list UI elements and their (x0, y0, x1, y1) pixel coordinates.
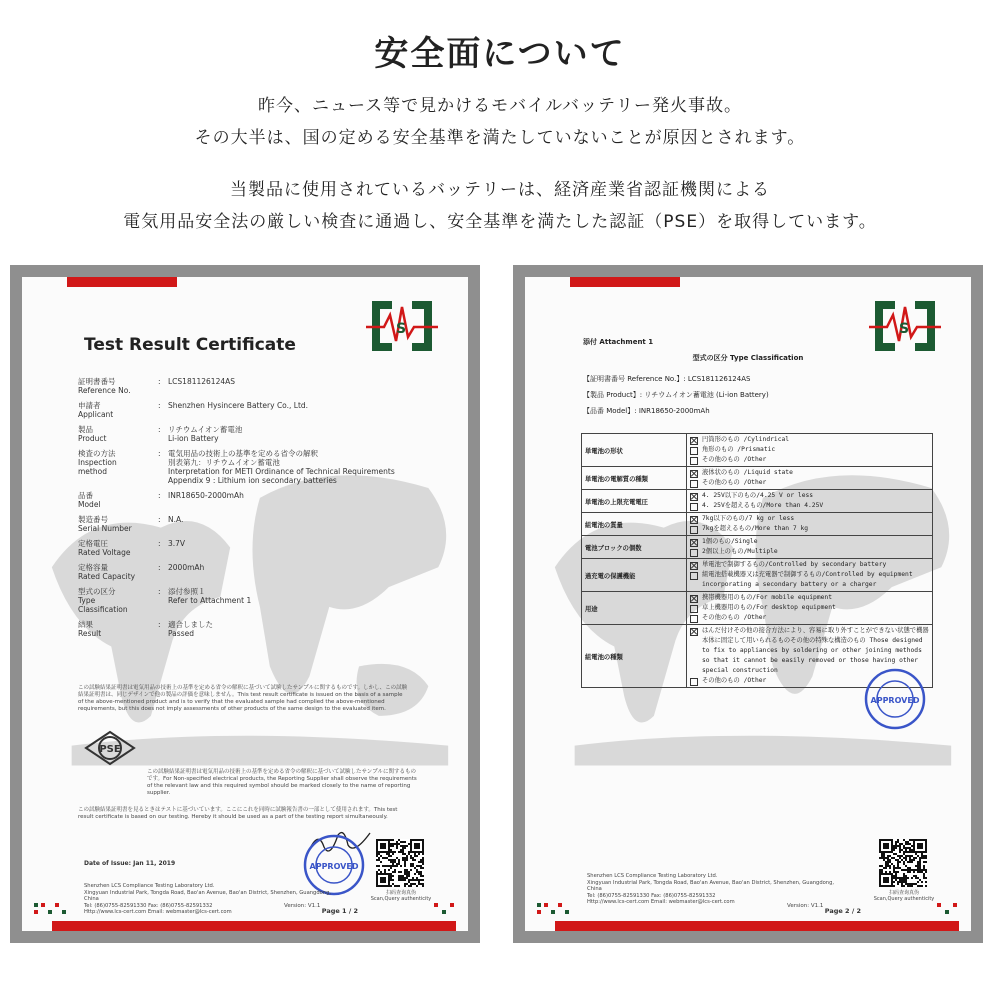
row-key: 単電池の電解質の種類 (582, 467, 687, 490)
pse-mark-text: PSE (99, 744, 121, 755)
qr-caption: 扫码查询真伪 Scan,Query authenticity (873, 890, 935, 902)
option-item (690, 435, 929, 445)
option-text: 7kgを超えるもの/More than 7 kg (702, 525, 809, 532)
row-options (687, 559, 933, 592)
field-value: 3.7V (168, 539, 186, 548)
lcs-logo (869, 297, 941, 355)
version-label: Version: V1.1 (787, 903, 824, 909)
option-text: 角形のもの /Prismatic (702, 446, 776, 453)
field-label: 検査の方法 Inspection method (78, 449, 117, 476)
certificate-field (78, 401, 418, 419)
page-heading: 安全面について (374, 34, 626, 74)
option-item (690, 613, 929, 623)
option-text: 2個以上のもの/Multiple (702, 548, 778, 555)
red-bar-top (570, 277, 680, 287)
option-item (690, 514, 929, 524)
field-label: 製造番号 Serial Number (78, 515, 132, 533)
field-label: 製品 Product (78, 425, 107, 443)
checkbox-icon (690, 457, 698, 465)
field-separator: : (158, 587, 161, 596)
checkbox-icon (690, 615, 698, 623)
field-value: INR18650-2000mAh (168, 491, 244, 500)
field-separator: : (158, 401, 161, 410)
option-text: その他のもの /Other (702, 614, 767, 621)
red-bar-top (67, 277, 177, 287)
certificate-field (78, 491, 418, 509)
certificate-field (78, 449, 418, 485)
table-row (582, 513, 933, 536)
disclaimer-1: この試験結果証明書は電気用品の技術上の基準を定める省令の解釈に基づいて試験したサンプルに関するものです。しかし、この試験結果証明書は、同じデザインで他の製品の評価を意味しません。This test result certificate is issued on the basis of a sample of the above-mentioned product and is to verify that the evaluated sample had complied the above-mentioned requirements, but this does not imply assessments of other products of the same design to the evaluated item. (78, 685, 408, 712)
qr-code (879, 839, 927, 887)
classification-table (581, 433, 933, 688)
row-options (687, 536, 933, 559)
decorative-dots-left (537, 901, 587, 919)
table-row (582, 536, 933, 559)
field-value: 適合しました Passed (168, 620, 213, 638)
certificate-page-1 (10, 265, 480, 943)
row-options (687, 490, 933, 513)
detail-line: 電気用品安全法の厳しい検査に通過し、安全基準を満たした認証（PSE）を取得しています。 (123, 212, 877, 232)
option-text: 組電池搭載機器又は充電器で制御するもの/Controlled by equipment incorporating a secondary battery or a charger (702, 571, 913, 588)
certificate-field (78, 515, 418, 533)
checkbox-icon (690, 480, 698, 488)
option-text: その他のもの /Other (702, 456, 767, 463)
option-text: はんだ付けその他の接合方法により、容易に取り外すことができない状態で機器本体に固定して用いられるものその他の特殊な構造のもの Those designed to fix to appliances by soldering or other joining methods so that it cannot be easily removed or those having other special construction (702, 627, 929, 674)
field-value: 電気用品の技術上の基準を定める省令の解釈 別表第九：リチウムイオン蓄電池 Interpretation for METI Ordinance of Technical Requirements Appendix 9 : Lithium ion secondary batteries (168, 449, 395, 485)
option-text: 卓上機器用のもの/For desktop equipment (702, 604, 836, 611)
field-label: 証明書番号 Reference No. (78, 377, 131, 395)
field-value: 添付参照１ Refer to Attachment 1 (168, 587, 252, 605)
option-text: 液体状のもの /Liquid state (702, 469, 793, 476)
field-separator: : (158, 563, 161, 572)
decorative-dots-left (34, 901, 84, 919)
field-value: N.A. (168, 515, 184, 524)
decorative-dots-right (432, 901, 458, 919)
certificate-field (78, 563, 418, 581)
red-bar-bottom (52, 921, 456, 931)
checked-box-icon (690, 562, 698, 570)
page-number: Page 2 / 2 (824, 907, 861, 915)
checked-box-icon (690, 437, 698, 445)
red-bar-bottom (555, 921, 959, 931)
svg-text:S: S (899, 321, 910, 337)
field-label: 定格容量 Rated Capacity (78, 563, 136, 581)
option-item (690, 570, 929, 590)
table-row (582, 592, 933, 625)
info-line: 【証明書番号 Reference No.】: LCS181126124AS (583, 375, 751, 383)
option-text: 4. 25V以下のもの/4.25 V or less (702, 492, 814, 499)
field-separator: : (158, 539, 161, 548)
option-item (690, 501, 929, 511)
checkbox-icon (690, 526, 698, 534)
checkbox-icon (690, 572, 698, 580)
certificate-sheet (22, 277, 468, 931)
field-label: 定格電圧 Rated Voltage (78, 539, 131, 557)
checkbox-icon (690, 447, 698, 455)
pse-mark (82, 729, 138, 767)
decorative-dots-right (935, 901, 961, 919)
option-text: 4. 25Vを超えるもの/More than 4.25V (702, 502, 824, 509)
checkbox-icon (690, 503, 698, 511)
field-value: LCS181126124AS (168, 377, 236, 386)
disclaimer-2: この試験結果証明書は電気用品の技術上の基準を定める省令の解釈に基づいて試験したサンプルに関するものです。For Non-specified electrical products, the Reporting Supplier shall observe the requirements of the relevant law and this required symbol should be marked closely to the name of reporting supplier. (147, 769, 417, 796)
row-key: 電池ブロックの個数 (582, 536, 687, 559)
certificate-field (78, 377, 418, 395)
option-item (690, 603, 929, 613)
certificate-page-2 (513, 265, 983, 943)
row-key: 組電池の種類 (582, 625, 687, 688)
stamp-text: APPROVED (870, 696, 920, 705)
disclaimer-3: この試験結果証明書を見るときはテストに基づいています。ここにこれを同時に試験報告書の一部として使用されます。This test result certificate is based on our testing. Hereby it should be used as a part of the testing report simultaneously. (78, 807, 398, 820)
checked-box-icon (690, 628, 698, 636)
row-options (687, 434, 933, 467)
checked-box-icon (690, 493, 698, 501)
certificate-field (78, 539, 418, 557)
option-text: その他のもの /Other (702, 677, 767, 684)
attachment-sheet (525, 277, 971, 931)
option-text: 携帯機器用のもの/For mobile equipment (702, 594, 832, 601)
field-separator: : (158, 491, 161, 500)
field-separator: : (158, 449, 161, 458)
table-row (582, 467, 933, 490)
row-key: 過充電の保護機能 (582, 559, 687, 592)
field-value: リチウムイオン蓄電池 Li-ion Battery (168, 425, 243, 443)
table-row (582, 434, 933, 467)
option-item (690, 445, 929, 455)
option-item (690, 537, 929, 547)
field-label: 型式の区分 Type Classification (78, 587, 128, 614)
attachment-info (583, 371, 769, 419)
info-line: 【品番 Model】: INR18650-2000mAh (583, 407, 710, 415)
row-options (687, 592, 933, 625)
attachment-heading: 添付 Attachment 1 (583, 338, 654, 346)
option-item (690, 524, 929, 534)
option-item (690, 560, 929, 570)
intro-line: その大半は、国の定める安全基準を満たしていないことが原因とされます。 (194, 128, 806, 148)
field-label: 結果 Result (78, 620, 102, 638)
checked-box-icon (690, 516, 698, 524)
option-text: 1個のもの/Single (702, 538, 758, 545)
option-item (690, 455, 929, 465)
row-key: 単電池の上限充電電圧 (582, 490, 687, 513)
option-text: 単電池で制御するもの/Controlled by secondary battery (702, 561, 887, 568)
field-separator: : (158, 620, 161, 629)
checked-box-icon (690, 470, 698, 478)
checkbox-icon (690, 605, 698, 613)
qr-caption: 扫码查询真伪 Scan,Query authenticity (370, 890, 432, 902)
option-item (690, 593, 929, 603)
certificate-title: Test Result Certificate (84, 335, 296, 355)
lcs-logo (366, 297, 438, 355)
type-classification-title: 型式の区分 Type Classification (692, 354, 804, 362)
detail-paragraph (0, 174, 1000, 238)
row-key: 組電池の質量 (582, 513, 687, 536)
row-key: 用途 (582, 592, 687, 625)
field-separator: : (158, 515, 161, 524)
option-item (690, 478, 929, 488)
info-line: 【製品 Product】: リチウムイオン蓄電池 (Li-ion Battery) (583, 391, 769, 399)
lab-address: Shenzhen LCS Compliance Testing Laboratory Ltd. Xingyuan Industrial Park, Tongda Road, Bao'an Avenue, Bao'an District, Shenzhen, Guangdong, China Tel: (86)0755-82591330 Fax: (86)0755-82591332 Http://www.lcs-cert.com Email: webmaster@lcs-cert.com (84, 883, 332, 915)
certificate-field (78, 425, 418, 443)
intro-line: 昨今、ニュース等で見かけるモバイルバッテリー発火事故。 (258, 96, 742, 116)
table-row (582, 559, 933, 592)
option-item (690, 547, 929, 557)
field-label: 品番 Model (78, 491, 101, 509)
option-text: 7kg以下のもの/7 kg or less (702, 515, 795, 522)
option-item (690, 491, 929, 501)
stamp-text: APPROVED (309, 862, 359, 871)
field-value: Shenzhen Hysincere Battery Co., Ltd. (168, 401, 309, 410)
approved-stamp (863, 667, 927, 731)
row-options (687, 467, 933, 490)
issue-date: Date of Issue: Jan 11, 2019 (84, 860, 176, 867)
intro-paragraph (0, 90, 1000, 154)
certificate-field (78, 587, 418, 614)
version-label: Version: V1.1 (284, 903, 321, 909)
qr-code (376, 839, 424, 887)
row-options (687, 513, 933, 536)
option-text: その他のもの /Other (702, 479, 767, 486)
page-number: Page 1 / 2 (321, 907, 358, 915)
checkbox-icon (690, 678, 698, 686)
option-text: 円筒形のもの /Cylindrical (702, 436, 790, 443)
field-value: 2000mAh (168, 563, 205, 572)
row-key: 単電池の形状 (582, 434, 687, 467)
checkbox-icon (690, 549, 698, 557)
option-item (690, 468, 929, 478)
certificate-fields (78, 377, 418, 644)
field-separator: : (158, 377, 161, 386)
field-separator: : (158, 425, 161, 434)
checked-box-icon (690, 539, 698, 547)
checked-box-icon (690, 595, 698, 603)
field-label: 申請者 Applicant (78, 401, 114, 419)
certificate-field (78, 620, 418, 638)
svg-text:S: S (396, 321, 407, 337)
detail-line: 当製品に使用されているバッテリーは、経済産業省認証機関による (230, 180, 770, 200)
table-row (582, 490, 933, 513)
lab-address: Shenzhen LCS Compliance Testing Laboratory Ltd. Xingyuan Industrial Park, Tongda Road, Bao'an Avenue, Bao'an District, Shenzhen, Guangdong, China Tel: (86)0755-82591330 Fax: (86)0755-82591332 Http://www.lcs-cert.com Email: webmaster@lcs-cert.com (587, 873, 835, 905)
